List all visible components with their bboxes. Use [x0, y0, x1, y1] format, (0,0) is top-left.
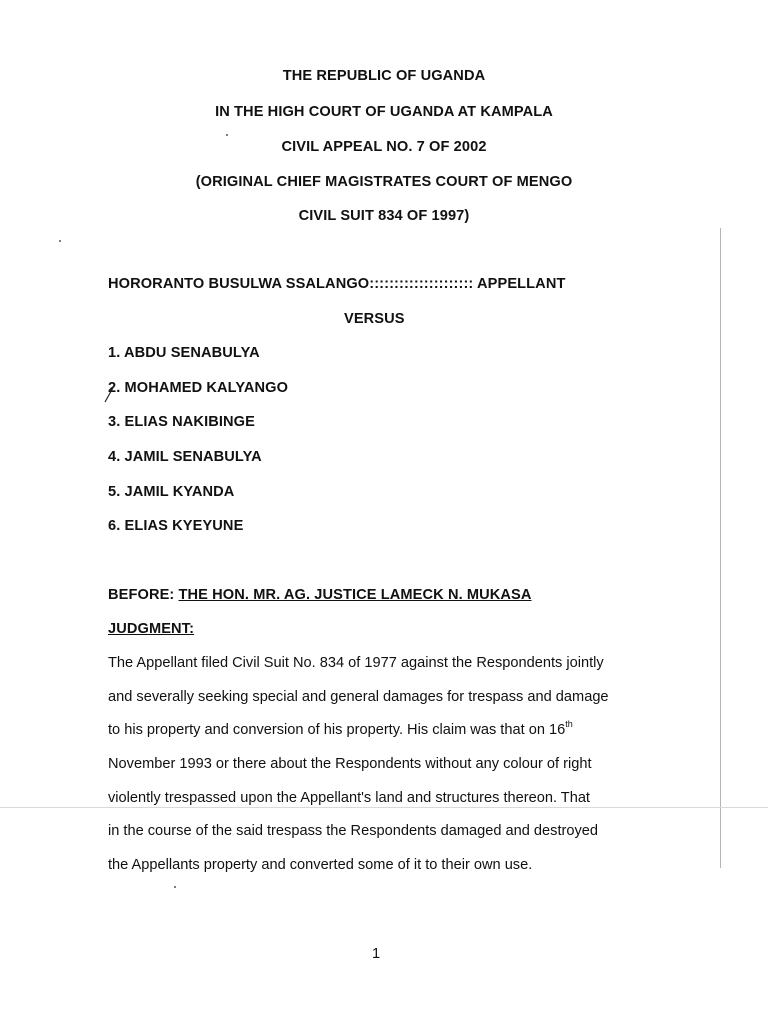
before-judge: THE HON. MR. AG. JUSTICE LAMECK N. MUKASA	[178, 587, 532, 603]
versus-label: VERSUS	[344, 311, 405, 327]
header-original-court: (ORIGINAL CHIEF MAGISTRATES COURT OF MENGO	[195, 174, 573, 190]
header-appeal-number: CIVIL APPEAL NO. 7 OF 2002	[281, 139, 487, 155]
judgment-line-4: November 1993 or there about the Respondents without any colour of right	[108, 756, 592, 772]
respondent-5: 5. JAMIL KYANDA	[108, 484, 235, 500]
judgment-line-2: and severally seeking special and general damages for trespass and damage	[108, 689, 609, 705]
respondent-4: 4. JAMIL SENABULYA	[108, 449, 262, 465]
judgment-line-5: violently trespassed upon the Appellant's land and structures thereon. That	[108, 790, 590, 806]
respondent-6: 6. ELIAS KYEYUNE	[108, 518, 244, 534]
judgment-line-3-text: to his property and conversion of his property. His claim was that on 16	[108, 722, 566, 738]
judgment-heading: JUDGMENT:	[108, 621, 195, 637]
speck	[226, 134, 228, 136]
respondent-2: 2. MOHAMED KALYANGO	[108, 380, 289, 396]
judgment-line-3	[108, 719, 573, 738]
page-number: 1	[372, 946, 381, 962]
handwritten-slash-mark	[103, 384, 115, 404]
rule-vertical	[720, 228, 721, 868]
ordinal-suffix: th	[565, 719, 573, 729]
header-republic: THE REPUBLIC OF UGANDA	[282, 68, 486, 84]
judgment-line-1: The Appellant filed Civil Suit No. 834 of 1977 against the Respondents jointly	[108, 655, 604, 671]
respondent-1: 1. ABDU SENABULYA	[108, 345, 260, 361]
judgment-line-7: the Appellants property and converted some of it to their own use.	[108, 857, 533, 873]
respondent-3: 3. ELIAS NAKIBINGE	[108, 414, 255, 430]
appellant-line: HORORANTO BUSULWA SSALANGO::::::::::::::::::::: APPELLANT	[108, 276, 566, 292]
speck	[59, 240, 61, 242]
header-court: IN THE HIGH COURT OF UGANDA AT KAMPALA	[215, 104, 553, 120]
before-label: BEFORE:	[108, 587, 175, 603]
speck	[174, 886, 176, 888]
rule-horizontal	[0, 807, 768, 808]
before-line	[108, 587, 532, 603]
header-civil-suit: CIVIL SUIT 834 OF 1997)	[298, 208, 470, 224]
judgment-line-6: in the course of the said trespass the Respondents damaged and destroyed	[108, 823, 599, 839]
